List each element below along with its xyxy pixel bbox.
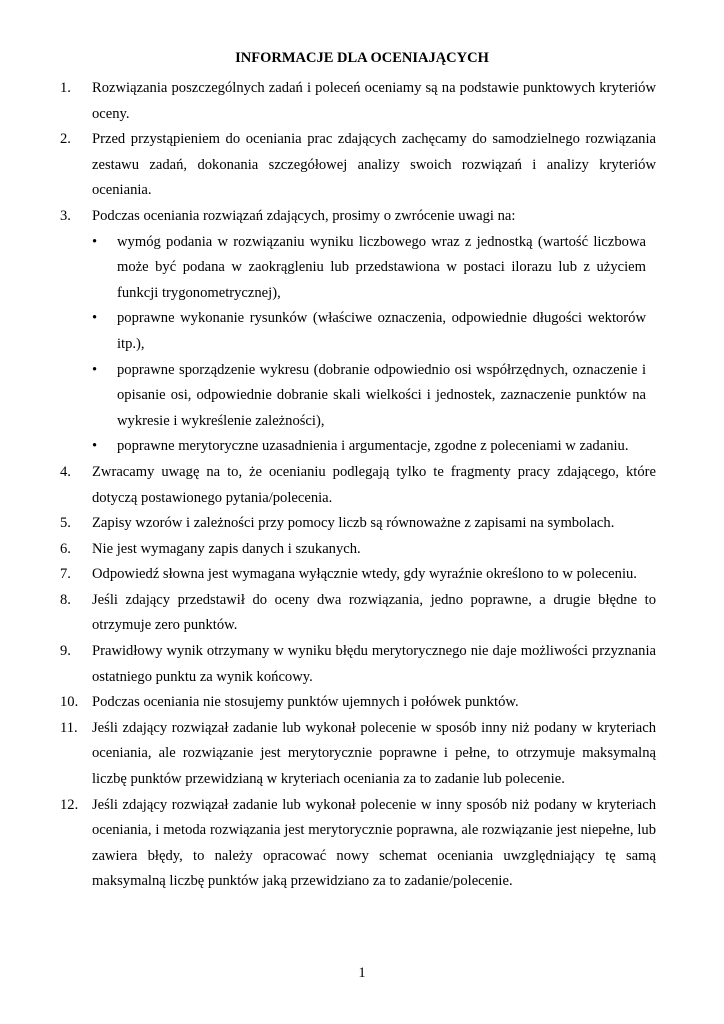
item-number: 5. [60, 515, 71, 532]
bullet-icon: • [92, 310, 98, 327]
item-number: 9. [60, 643, 71, 660]
bullet-text: poprawne sporządzenie wykresu (dobranie odpowiednio osi współrzędnych, oznaczenie i opisanie osi, odpowiednie dobranie skali wielkości i jednostek, zaznaczenie punktów na wykresie i wykreślenie zależności), [117, 361, 646, 429]
bullet-item [92, 358, 646, 435]
item-number: 3. [60, 207, 71, 224]
list-item [0, 511, 724, 537]
bullet-item [92, 230, 646, 307]
bullet-item [92, 306, 646, 357]
item-text: Jeśli zdający rozwiązał zadanie lub wykonał polecenie w inny sposób niż podany w kryteriach oceniania, i metoda rozwiązania jest merytorycznie poprawna, ale rozwiązanie jest niepełne, lub zawiera błędy, to należy opracować nowy schemat oceniania uwzględniający tę samą maksymalną liczbę punktów jaką przewidziano za to zadanie/polecenie. [92, 796, 656, 890]
list-item [0, 716, 724, 793]
item-text: Jeśli zdający przedstawił do oceny dwa rozwiązania, jedno poprawne, a drugie błędne to otrzymuje zero punktów. [92, 591, 656, 634]
bullet-text: wymóg podania w rozwiązaniu wyniku liczbowego wraz z jednostką (wartość liczbowa może być podana w zaokrągleniu lub przedstawiona w postaci ilorazu lub z użyciem funkcji trygonometrycznej), [117, 233, 646, 301]
item-number: 6. [60, 540, 71, 557]
list-item [0, 690, 724, 716]
item-text: Odpowiedź słowna jest wymagana wyłącznie wtedy, gdy wyraźnie określono to w poleceniu. [92, 566, 637, 583]
list-item [0, 460, 724, 511]
item-number: 8. [60, 591, 71, 608]
item-number: 1. [60, 80, 71, 96]
list-item [0, 204, 724, 460]
item-text: Podczas oceniania nie stosujemy punktów ujemnych i połówek punktów. [92, 694, 519, 711]
item-text: Nie jest wymagany zapis danych i szukanych. [92, 540, 361, 557]
item-text: Prawidłowy wynik otrzymany w wyniku błędu merytorycznego nie daje możliwości przyznania ostatniego punktu za wynik końcowy. [92, 643, 656, 685]
item-text: Podczas oceniania rozwiązań zdających, prosimy o zwrócenie uwagi na: [92, 207, 516, 224]
bullet-icon: • [92, 438, 98, 455]
sub-bullet-list [92, 230, 656, 460]
bullet-icon: • [92, 233, 98, 250]
item-number: 2. [60, 131, 71, 148]
bullet-text: poprawne wykonanie rysunków (właściwe oznaczenia, odpowiednie długości wektorów itp.), [117, 310, 646, 352]
bullet-text: poprawne merytoryczne uzasadnienia i argumentacje, zgodne z poleceniami w zadaniu. [117, 438, 629, 455]
item-number: 12. [60, 796, 79, 813]
page-number: 1 [358, 965, 366, 981]
list-item [0, 588, 724, 639]
item-text: Rozwiązania poszczególnych zadań i poleceń oceniamy są na podstawie punktowych kryteriów oceny. [92, 80, 656, 122]
bullet-icon: • [92, 361, 98, 378]
bullet-item [92, 434, 646, 460]
list-item [0, 537, 724, 563]
item-number: 10. [60, 694, 79, 711]
list-item [0, 793, 724, 895]
list-item [0, 562, 724, 588]
list-item [0, 127, 724, 204]
list-item [0, 76, 724, 127]
page-title: INFORMACJE DLA OCENIAJĄCYCH [235, 50, 489, 66]
item-number: 4. [60, 463, 71, 480]
item-number: 7. [60, 566, 71, 583]
item-number: 11. [60, 719, 78, 736]
item-text: Zapisy wzorów i zależności przy pomocy liczb są równoważne z zapisami na symbolach. [92, 515, 615, 532]
item-text: Zwracamy uwagę na to, że ocenianiu podlegają tylko te fragmenty pracy zdającego, które dotyczą postawionego pytania/polecenia. [92, 463, 656, 506]
list-item [0, 639, 724, 690]
instructions-list [0, 76, 724, 895]
item-text: Jeśli zdający rozwiązał zadanie lub wykonał polecenie w sposób inny niż podany w kryteriach oceniania, ale rozwiązanie jest merytorycznie poprawne i pełne, to otrzymuje maksymalną liczbę punktów przewidzianą w kryteriach oceniania za to zadanie lub polecenie. [92, 719, 656, 788]
item-text: Przed przystąpieniem do oceniania prac zdających zachęcamy do samodzielnego rozwiązania zestawu zadań, dokonania szczegółowej analizy swoich rozwiązań i analizy kryteriów oceniania. [92, 131, 656, 199]
